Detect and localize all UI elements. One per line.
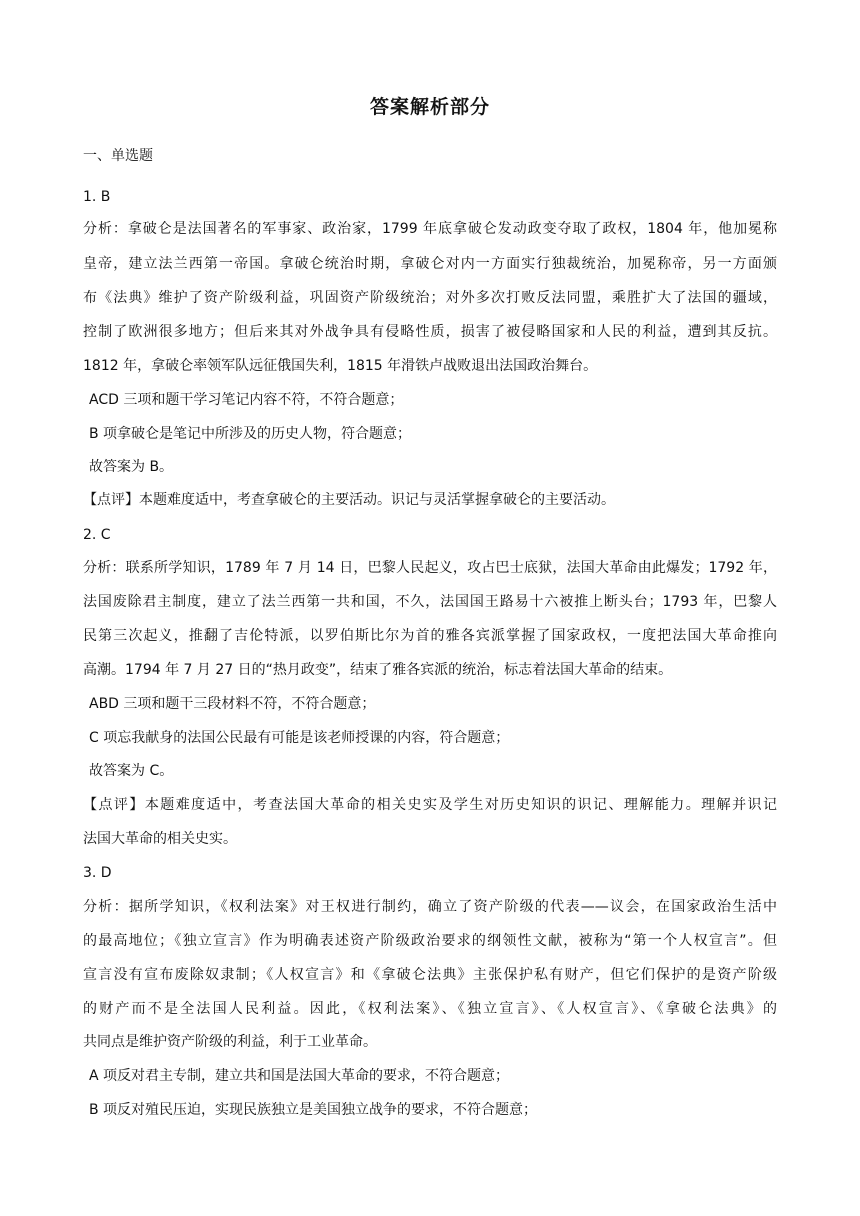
section-heading: 一、单选题	[83, 148, 153, 164]
q3-analysis-line: 分析：据所学知识，《权利法案》对王权进行制约，确立了资产阶级的代表——议会，在国家政治生活中	[83, 899, 777, 915]
q2-option-note: ABD 三项和题干三段材料不符，不符合题意；	[89, 696, 376, 712]
q2-analysis-line: 高潮。1794 年 7 月 27 日的“热月政变”，结束了雅各宾派的统治，标志着法国大革命的结束。	[83, 662, 673, 678]
q2-answer: 故答案为 C。	[89, 763, 174, 779]
q1-analysis-line: 控制了欧洲很多地方；但后来其对外战争具有侵略性质，损害了被侵略国家和人民的利益，遭到其反抗。	[83, 324, 777, 340]
q1-option-note: ACD 三项和题干学习笔记内容不符，不符合题意；	[89, 392, 404, 408]
q2-option-note: C 项忘我献身的法国公民最有可能是该老师授课的内容，符合题意；	[89, 730, 510, 746]
q1-option-note: B 项拿破仑是笔记中所涉及的历史人物，符合题意；	[89, 426, 412, 442]
q1-number: 1. B	[83, 189, 111, 205]
q2-comment: 【点评】本题难度适中，考查法国大革命的相关史实及学生对历史知识的识记、理解能力。理解并识记	[83, 797, 777, 813]
q1-analysis-line: 皇帝，建立法兰西第一帝国。拿破仑统治时期，拿破仑对内一方面实行独裁统治，加冕称帝，另一方面颁	[83, 256, 777, 272]
q1-comment: 【点评】本题难度适中，考查拿破仑的主要活动。识记与灵活掌握拿破仑的主要活动。	[83, 492, 615, 508]
page-title: 答案解析部分	[369, 96, 490, 118]
q3-option-note: B 项反对殖民压迫，实现民族独立是美国独立战争的要求，不符合题意；	[89, 1102, 538, 1118]
q1-analysis-line: 布《法典》维护了资产阶级利益，巩固资产阶级统治；对外多次打败反法同盟，乘胜扩大了法国的疆域，	[83, 290, 777, 306]
q1-answer: 故答案为 B。	[89, 459, 174, 475]
q1-analysis-line: 1812 年，拿破仑率领军队远征俄国失利，1815 年滑铁卢战败退出法国政治舞台。	[83, 358, 598, 374]
q3-analysis-line: 共同点是维护资产阶级的利益，利于工业革命。	[83, 1034, 377, 1050]
q3-analysis-line: 的财产而不是全法国人民利益。因此，《权利法案》、《独立宣言》、《人权宣言》、《拿破仑法典》的	[83, 1001, 777, 1017]
q2-analysis-line: 民第三次起义，推翻了吉伦特派，以罗伯斯比尔为首的雅各宾派掌握了国家政权，一度把法国大革命推向	[83, 628, 777, 644]
q1-analysis-line: 分析：拿破仑是法国著名的军事家、政治家，1799 年底拿破仑发动政变夺取了政权，1804 年，他加冕称	[83, 221, 777, 237]
q3-number: 3. D	[83, 865, 112, 881]
q3-option-note: A 项反对君主专制，建立共和国是法国大革命的要求，不符合题意；	[89, 1068, 510, 1084]
q3-analysis-line: 宣言没有宣布废除奴隶制；《人权宣言》和《拿破仑法典》主张保护私有财产，但它们保护的是资产阶级	[83, 967, 777, 983]
q3-analysis-line: 的最高地位；《独立宣言》作为明确表述资产阶级政治要求的纲领性文献，被称为“第一个人权宣言”。但	[83, 933, 777, 949]
q2-comment: 法国大革命的相关史实。	[83, 831, 237, 847]
q2-analysis-line: 法国废除君主制度，建立了法兰西第一共和国，不久，法国国王路易十六被推上断头台；1793 年，巴黎人	[83, 594, 777, 610]
q2-analysis-line: 分析：联系所学知识，1789 年 7 月 14 日，巴黎人民起义，攻占巴士底狱，法国大革命由此爆发；1792 年，	[83, 560, 777, 576]
q2-number: 2. C	[83, 527, 111, 543]
